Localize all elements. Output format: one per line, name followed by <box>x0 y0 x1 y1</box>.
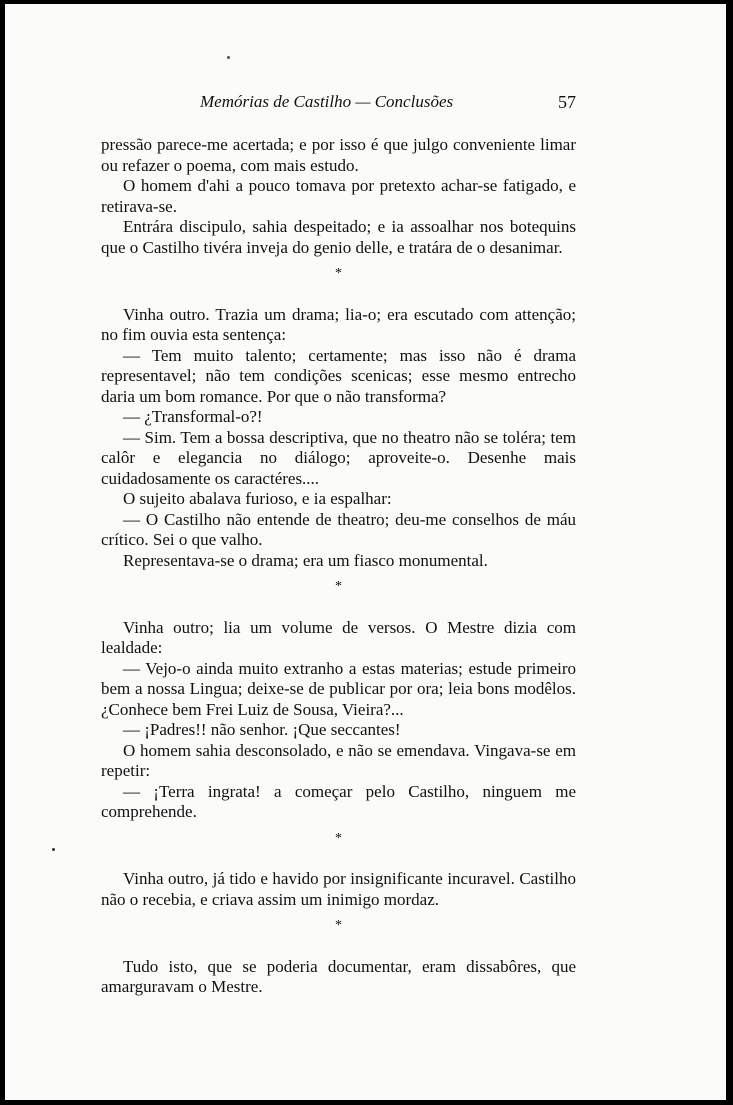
paragraph: pressão parece-me acertada; e por isso é que julgo conveniente limar ou refazer o poema, com mais estudo. <box>101 135 576 175</box>
paragraph: Entrára discipulo, sahia despeitado; e ia assoalhar nos botequins que o Castilho tivéra inveja do genio delle, e tratára de o desanimar. <box>101 217 576 257</box>
section-asterism: * <box>335 266 342 281</box>
dialogue-line: — ¡Padres!! não senhor. ¡Que seccantes! <box>123 720 401 739</box>
page-number: 57 <box>558 92 576 112</box>
dialogue-line: — Vejo-o ainda muito extranho a estas materias; estude primeiro bem a nossa Lingua; deixe-se de publicar por ora; leia bons modêlos. ¿Conhece bem Frei Luiz de Sousa, Vieira?... <box>101 658 576 719</box>
dialogue-line: — ¿Transformal-o?! <box>123 407 263 426</box>
section-asterism: * <box>335 830 342 846</box>
paragraph: O homem d'ahi a pouco tomava por pretexto achar-se fatigado, e retirava-se. <box>101 176 576 216</box>
page <box>5 4 726 1100</box>
dialogue-line: — O Castilho não entende de theatro; deu-me conselhos de máu crítico. Sei o que valho. <box>101 509 576 549</box>
running-title: Memórias de Castilho — Conclusões <box>200 92 454 111</box>
speck <box>227 56 230 59</box>
paragraph: O sujeito abalava furioso, e ia espalhar: <box>123 489 392 508</box>
paragraph: Vinha outro, já tido e havido por insignificante incuravel. Castilho não o recebia, e criava assim um inimigo mordaz. <box>101 869 576 909</box>
dialogue-line: — Sim. Tem a bossa descriptiva, que no theatro não se toléra; tem calôr e elegancia no diálogo; aproveite-o. Desenhe mais cuidadosamente os caractéres.... <box>101 427 576 488</box>
body-text <box>101 135 576 998</box>
section-asterism: * <box>335 579 342 594</box>
page-header <box>5 92 726 116</box>
paragraph: Vinha outro; lia um volume de versos. O Mestre dizia com lealdade: <box>101 617 576 657</box>
dialogue-line: — Tem muito talento; certamente; mas isso não é drama representavel; não tem condições scenicas; esse mesmo entrecho daria um bom romance. Por que o não transforma? <box>101 345 576 406</box>
speck <box>52 848 55 851</box>
section-asterism: * <box>335 918 342 933</box>
paragraph: Vinha outro. Trazia um drama; lia-o; era escutado com attenção; no fim ouvia esta sentença: <box>101 304 576 344</box>
paragraph: Tudo isto, que se poderia documentar, eram dissabôres, que amarguravam o Mestre. <box>101 956 576 996</box>
paragraph: Representava-se o drama; era um fiasco monumental. <box>123 550 488 570</box>
dialogue-line: — ¡Terra ingrata! a começar pelo Castilho, ninguem me comprehende. <box>101 781 576 821</box>
paragraph: O homem sahia desconsolado, e não se emendava. Vingava-se em repetir: <box>101 740 576 780</box>
